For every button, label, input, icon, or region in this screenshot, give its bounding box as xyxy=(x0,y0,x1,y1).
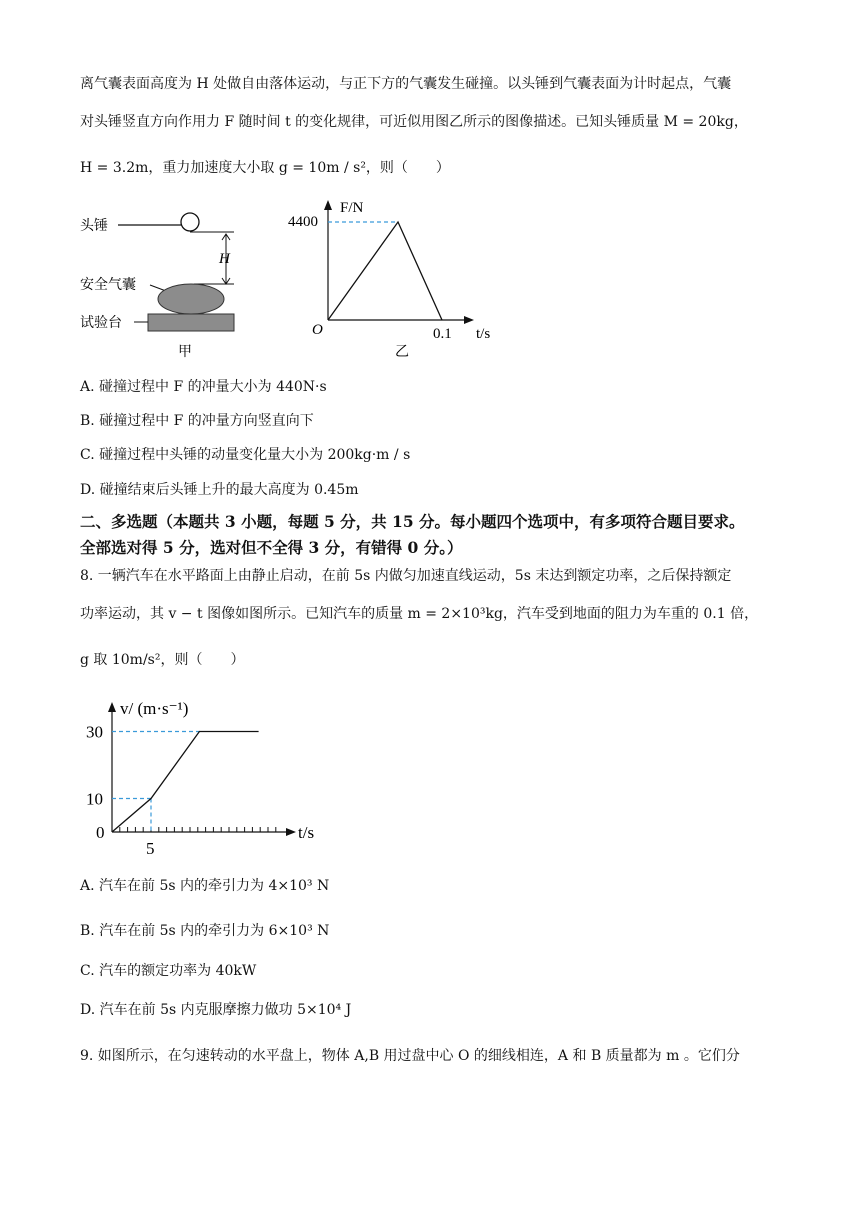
q8-option-c: C. 汽车的额定功率为 40kW xyxy=(80,963,257,979)
y-axis-arrow xyxy=(324,200,332,210)
head-ball xyxy=(181,213,199,231)
vt-x-axis-arrow xyxy=(286,828,296,836)
caption-yi: 乙 xyxy=(395,344,409,360)
caption-jia: 甲 xyxy=(178,344,192,360)
x-axis-arrow xyxy=(464,316,474,324)
q8-option-b: B. 汽车在前 5s 内的牵引力为 6×10³ N xyxy=(80,923,330,939)
vt-y-tick-30: 30 xyxy=(86,722,103,742)
q7-text-line-3: H = 3.2m，重力加速度大小取 g = 10m / s²，则（ ） xyxy=(80,160,450,176)
q8-text-line-1: 8. 一辆汽车在水平路面上由静止启动，在前 5s 内做匀加速直线运动，5s 末达到额定功率，之后保持额定 xyxy=(80,568,732,584)
q8-option-d: D. 汽车在前 5s 内克服摩擦力做功 5×10⁴ J xyxy=(80,1002,352,1018)
force-triangle xyxy=(328,222,442,320)
vt-y-tick-10: 10 xyxy=(86,789,103,809)
vt-x-tick-marks xyxy=(120,827,276,832)
q7-option-a: A. 碰撞过程中 F 的冲量大小为 440N·s xyxy=(80,379,327,395)
x-tick-0.1: 0.1 xyxy=(433,326,452,342)
q8-text-line-3: g 取 10m/s²，则（ ） xyxy=(80,652,245,668)
q7-text-line-1: 离气囊表面高度为 H 处做自由落体运动，与正下方的气囊发生碰撞。以头锤到气囊表面为计时起点，气囊 xyxy=(80,76,732,92)
label-head: 头锤 xyxy=(80,218,108,234)
y-axis-label: F/N xyxy=(340,200,364,216)
q7-option-b: B. 碰撞过程中 F 的冲量方向竖直向下 xyxy=(80,413,314,429)
q7-option-d: D. 碰撞结束后头锤上升的最大高度为 0.45m xyxy=(80,482,359,498)
figure-jia xyxy=(78,200,248,370)
y-tick-4400: 4400 xyxy=(288,214,318,230)
x-axis-label: t/s xyxy=(476,326,491,342)
section-2-header-line-2: 全部选对得 5 分，选对但不全得 3 分，有错得 0 分。） xyxy=(80,538,463,557)
label-H: H xyxy=(219,251,230,267)
q8-vt-chart xyxy=(80,694,340,864)
airbag xyxy=(158,284,224,314)
label-table: 试验台 xyxy=(80,315,122,331)
vt-y-axis-arrow xyxy=(108,702,116,712)
q8-text-line-2: 功率运动，其 v − t 图像如图所示。已知汽车的质量 m = 2×10³kg，汽车受到地面的阻力为车重的 0.1 倍， xyxy=(80,606,759,622)
label-airbag: 安全气囊 xyxy=(80,277,136,293)
vt-x-axis-label: t/s xyxy=(298,823,315,842)
q7-option-c: C. 碰撞过程中头锤的动量变化量大小为 200kg·m / s xyxy=(80,447,411,463)
q9-text-line-1: 9. 如图所示，在匀速转动的水平盘上，物体 A,B 用过盘中心 O 的细线相连，A 和 B 质量都为 m 。它们分 xyxy=(80,1048,740,1064)
section-2-header-line-1: 二、多选题（本题共 3 小题，每题 5 分，共 15 分。每小题四个选项中，有多项符合题目要求。 xyxy=(80,512,745,531)
vt-y-axis-label: v/ (m·s⁻¹) xyxy=(120,699,189,718)
figure-yi xyxy=(282,196,512,366)
q7-text-line-2: 对头锤竖直方向作用力 F 随时间 t 的变化规律，可近似用图乙所示的图像描述。已知头锤质量 M = 20kg， xyxy=(80,114,748,130)
q8-option-a: A. 汽车在前 5s 内的牵引力为 4×10³ N xyxy=(80,878,330,894)
vt-origin-0: 0 xyxy=(96,823,105,842)
vt-x-tick-5: 5 xyxy=(146,839,155,858)
origin-O: O xyxy=(312,322,323,338)
vt-series-line xyxy=(112,732,259,833)
test-table xyxy=(148,314,234,331)
